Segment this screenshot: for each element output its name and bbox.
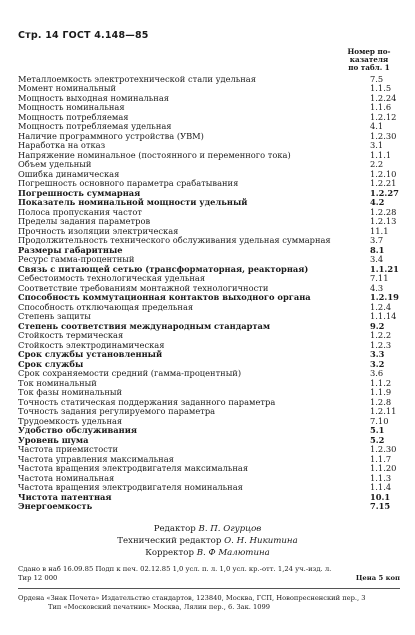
indicator-number: 1.1.5: [370, 83, 392, 94]
indicator-name: Частота вращения электродвигателя номинальная: [18, 482, 243, 493]
indicator-name: Погрешность суммарная: [18, 187, 141, 198]
price: Цена 5 коп: [355, 573, 400, 582]
indicator-name: Ток номинальный: [18, 377, 97, 388]
indicator-name: Частота приемистости: [18, 444, 119, 455]
indicator-name: Стойкость электродинамическая: [18, 339, 165, 350]
column-header-line: казателя: [349, 55, 389, 64]
table-row: [18, 502, 408, 512]
indicator-name: Связь с питающей сетью (трансформаторная, реакторная): [18, 263, 309, 274]
editor-line: [0, 523, 415, 535]
indicator-name: Способность отключающая предельная: [18, 301, 194, 312]
table-row: [18, 416, 408, 426]
table-row: [18, 198, 408, 208]
indicator-number: 3.6: [370, 368, 384, 379]
print-info: [18, 565, 400, 582]
indicator-number: 1.2.30: [370, 444, 397, 455]
indicator-name: Срок службы установленный: [18, 349, 163, 360]
table-row: [18, 103, 408, 113]
indicator-number: 5.1: [370, 425, 385, 436]
indicator-number: 1.2.24: [370, 92, 397, 103]
table-row: [18, 74, 408, 84]
indicator-number: 1.2.8: [370, 396, 392, 407]
table-row: [18, 445, 408, 455]
publisher-line: Ордена «Знак Почета» Издательство стандартов, 123840, Москва, ГСП, Новопресненский пер., 3: [18, 594, 366, 602]
indicator-number: 1.1.6: [370, 102, 392, 113]
indicator-number: 3.7: [370, 235, 384, 246]
editor-role: Редактор: [153, 524, 196, 534]
indicator-number: 1.2.10: [370, 168, 397, 179]
indicator-name: Момент номинальный: [18, 83, 117, 94]
table-row: [18, 293, 408, 303]
table-row: [18, 169, 408, 179]
indicator-number: 1.1.9: [370, 387, 392, 398]
divider: [18, 588, 400, 589]
print-info-line: [18, 565, 400, 574]
indicator-number: 1.1.1: [370, 149, 392, 160]
indicator-name: Срок службы: [18, 358, 84, 369]
table-row: [18, 150, 408, 160]
table-row: [18, 483, 408, 493]
tech-editor-role: Технический редактор: [117, 536, 222, 546]
indicator-number: 9.2: [370, 320, 385, 331]
indicator-number: 1.1.14: [370, 311, 397, 322]
indicator-name: Соответствие требованиям монтажной технологичности: [18, 282, 269, 293]
table-row: [18, 188, 408, 198]
indicator-name: Энергоемкость: [18, 501, 93, 512]
indicator-name: Частота вращения электродвигателя максимальная: [18, 463, 249, 474]
indicator-name: Мощность потребляемая удельная: [18, 121, 172, 132]
table-row: [18, 492, 408, 502]
indicator-name: Точность статическая поддержания заданного параметра: [18, 396, 276, 407]
indicator-number: 4.2: [370, 197, 385, 208]
table-row: [18, 217, 408, 227]
indicator-number: 3.3: [370, 349, 385, 360]
table-row: [18, 131, 408, 141]
table-row: [18, 340, 408, 350]
table-row: [18, 226, 408, 236]
indicator-name: Напряжение номинальное (постоянного и переменного тока): [18, 149, 291, 160]
indicator-name: Степень соответствия международным стандартам: [18, 320, 271, 331]
indicator-number: 11.1: [370, 225, 389, 236]
indicator-number: 1.1.3: [370, 472, 392, 483]
page-header: Стр. 14 ГОСТ 4.148—85: [18, 30, 149, 41]
table-row: [18, 350, 408, 360]
indicator-name: Наработка на отказ: [18, 140, 106, 151]
table-row: [18, 93, 408, 103]
table-row: [18, 359, 408, 369]
indicator-name: Чистота патентная: [18, 491, 112, 502]
table-row: [18, 388, 408, 398]
print-details: Сдано в наб 16.09.85 Подп к печ. 02.12.85 1,0 усл. п. л. 1,0 усл. кр.-отт. 1,24 уч.-изд. л.: [18, 565, 332, 573]
table-row: [18, 141, 408, 151]
indicator-name: Пределы задания параметров: [18, 216, 151, 227]
indicator-name: Уровень шума: [18, 434, 89, 445]
indicator-number: 3.1: [370, 140, 384, 151]
print-info-line: [18, 574, 400, 583]
indicator-number: 1.2.12: [370, 111, 397, 122]
publisher-footer: [18, 594, 400, 611]
indicator-name: Продолжительность технического обслуживания удельная суммарная: [18, 235, 331, 246]
table-row: [18, 312, 408, 322]
indicator-name: Себестоимость технологическая удельная: [18, 273, 206, 284]
table-row: [18, 264, 408, 274]
indicator-number: 1.1.20: [370, 463, 397, 474]
table-row: [18, 112, 408, 122]
indicator-number: 1.2.2: [370, 330, 392, 341]
table-row: [18, 454, 408, 464]
indicator-name: Ресурс гамма-процентный: [18, 254, 135, 265]
editor-person: В. П. Огурцов: [198, 524, 262, 534]
indicator-number: 1.1.7: [370, 453, 392, 464]
indicator-number: 3.4: [370, 254, 384, 265]
tech-editor-line: [0, 535, 415, 547]
table-row: [18, 84, 408, 94]
corrector-person: В. Ф Малютина: [196, 548, 270, 558]
indicator-name: Размеры габаритные: [18, 244, 123, 255]
table-row: [18, 283, 408, 293]
table-row: [18, 407, 408, 417]
indicator-name: Степень защиты: [18, 311, 91, 322]
table-row: [18, 397, 408, 407]
table-row: [18, 302, 408, 312]
indicator-name: Удобство обслуживания: [18, 425, 138, 436]
indicator-name: Объем удельный: [18, 159, 92, 170]
indicator-name: Ошибка динамическая: [18, 168, 120, 179]
tech-editor-person: О. Н. Никитина: [224, 536, 298, 546]
circulation: Тир 12 000: [18, 573, 58, 582]
indicator-number: 1.2.19: [370, 292, 399, 303]
table-row: [18, 331, 408, 341]
indicator-name: Полоса пропускания частот: [18, 206, 142, 217]
indicator-number: 7.5: [370, 73, 384, 84]
indicator-number: 2.2: [370, 159, 384, 170]
indicator-name: Частота управления максимальная: [18, 453, 174, 464]
column-header-line: по табл. 1: [348, 63, 390, 72]
indicator-number: 4.1: [370, 121, 384, 132]
indicator-name: Стойкость термическая: [18, 330, 124, 341]
indicator-number: 3.2: [370, 358, 385, 369]
indicator-number: 1.2.4: [370, 301, 392, 312]
table-row: [18, 464, 408, 474]
indicator-name: Ток фазы номинальный: [18, 387, 122, 398]
index-table: [18, 74, 408, 511]
table-row: [18, 426, 408, 436]
indicator-number: 1.2.21: [370, 178, 397, 189]
table-row: [18, 207, 408, 217]
indicator-number: 1.2.13: [370, 216, 397, 227]
indicator-number: 1.2.27: [370, 187, 399, 198]
table-row: [18, 321, 408, 331]
indicator-name: Способность коммутационная контактов выходного органа: [18, 292, 311, 303]
corrector-line: [0, 547, 415, 559]
table-row: [18, 236, 408, 246]
table-row: [18, 274, 408, 284]
column-header-line: Номер по-: [347, 47, 391, 56]
editorial-credits: [0, 523, 415, 559]
printer-line: Тип «Московский печатник» Москва, Лялин пер., 6. Зак. 1099: [48, 602, 271, 611]
indicator-name: Показатель номинальной мощности удельный: [18, 197, 248, 208]
indicator-name: Срок сохраняемости средний (гамма-процентный): [18, 368, 242, 379]
table-row: [18, 435, 408, 445]
indicator-number: 7.15: [370, 501, 391, 512]
indicator-number: 5.2: [370, 434, 385, 445]
table-row: [18, 245, 408, 255]
indicator-name: Прочность изоляции электрическая: [18, 225, 179, 236]
indicator-number: 1.2.11: [370, 406, 397, 417]
indicator-name: Металлоемкость электротехнической стали удельная: [18, 73, 256, 84]
indicator-number: 1.2.30: [370, 130, 397, 141]
indicator-number: 4.3: [370, 282, 384, 293]
table-row: [18, 122, 408, 132]
table-row: [18, 378, 408, 388]
table-row: [18, 160, 408, 170]
indicator-number: 7.11: [370, 273, 389, 284]
indicator-number: 1.1.4: [370, 482, 392, 493]
indicator-name: Точность задания регулируемого параметра: [18, 406, 216, 417]
corrector-role: Корректор: [145, 548, 194, 558]
table-row: [18, 369, 408, 379]
indicator-number: 1.1.21: [370, 263, 399, 274]
indicator-name: Частота номинальная: [18, 472, 115, 483]
indicator-number: 10.1: [370, 491, 391, 502]
table-row: [18, 473, 408, 483]
table-row: [18, 255, 408, 265]
indicator-number: 8.1: [370, 244, 385, 255]
indicator-name: Погрешность основного параметра срабатывания: [18, 178, 239, 189]
indicator-name: Мощность номинальная: [18, 102, 125, 113]
indicator-name: Мощность выходная номинальная: [18, 92, 170, 103]
indicator-number: 1.2.3: [370, 339, 392, 350]
indicator-name: Наличие программного устройства (УВМ): [18, 130, 204, 141]
indicator-number: 1.1.2: [370, 377, 392, 388]
indicator-number: 1.2.28: [370, 206, 397, 217]
indicator-name: Трудоемкость удельная: [18, 415, 123, 426]
column-header: [336, 48, 402, 72]
indicator-name: Мощность потребляемая: [18, 111, 129, 122]
table-row: [18, 179, 408, 189]
indicator-number: 7.10: [370, 415, 389, 426]
